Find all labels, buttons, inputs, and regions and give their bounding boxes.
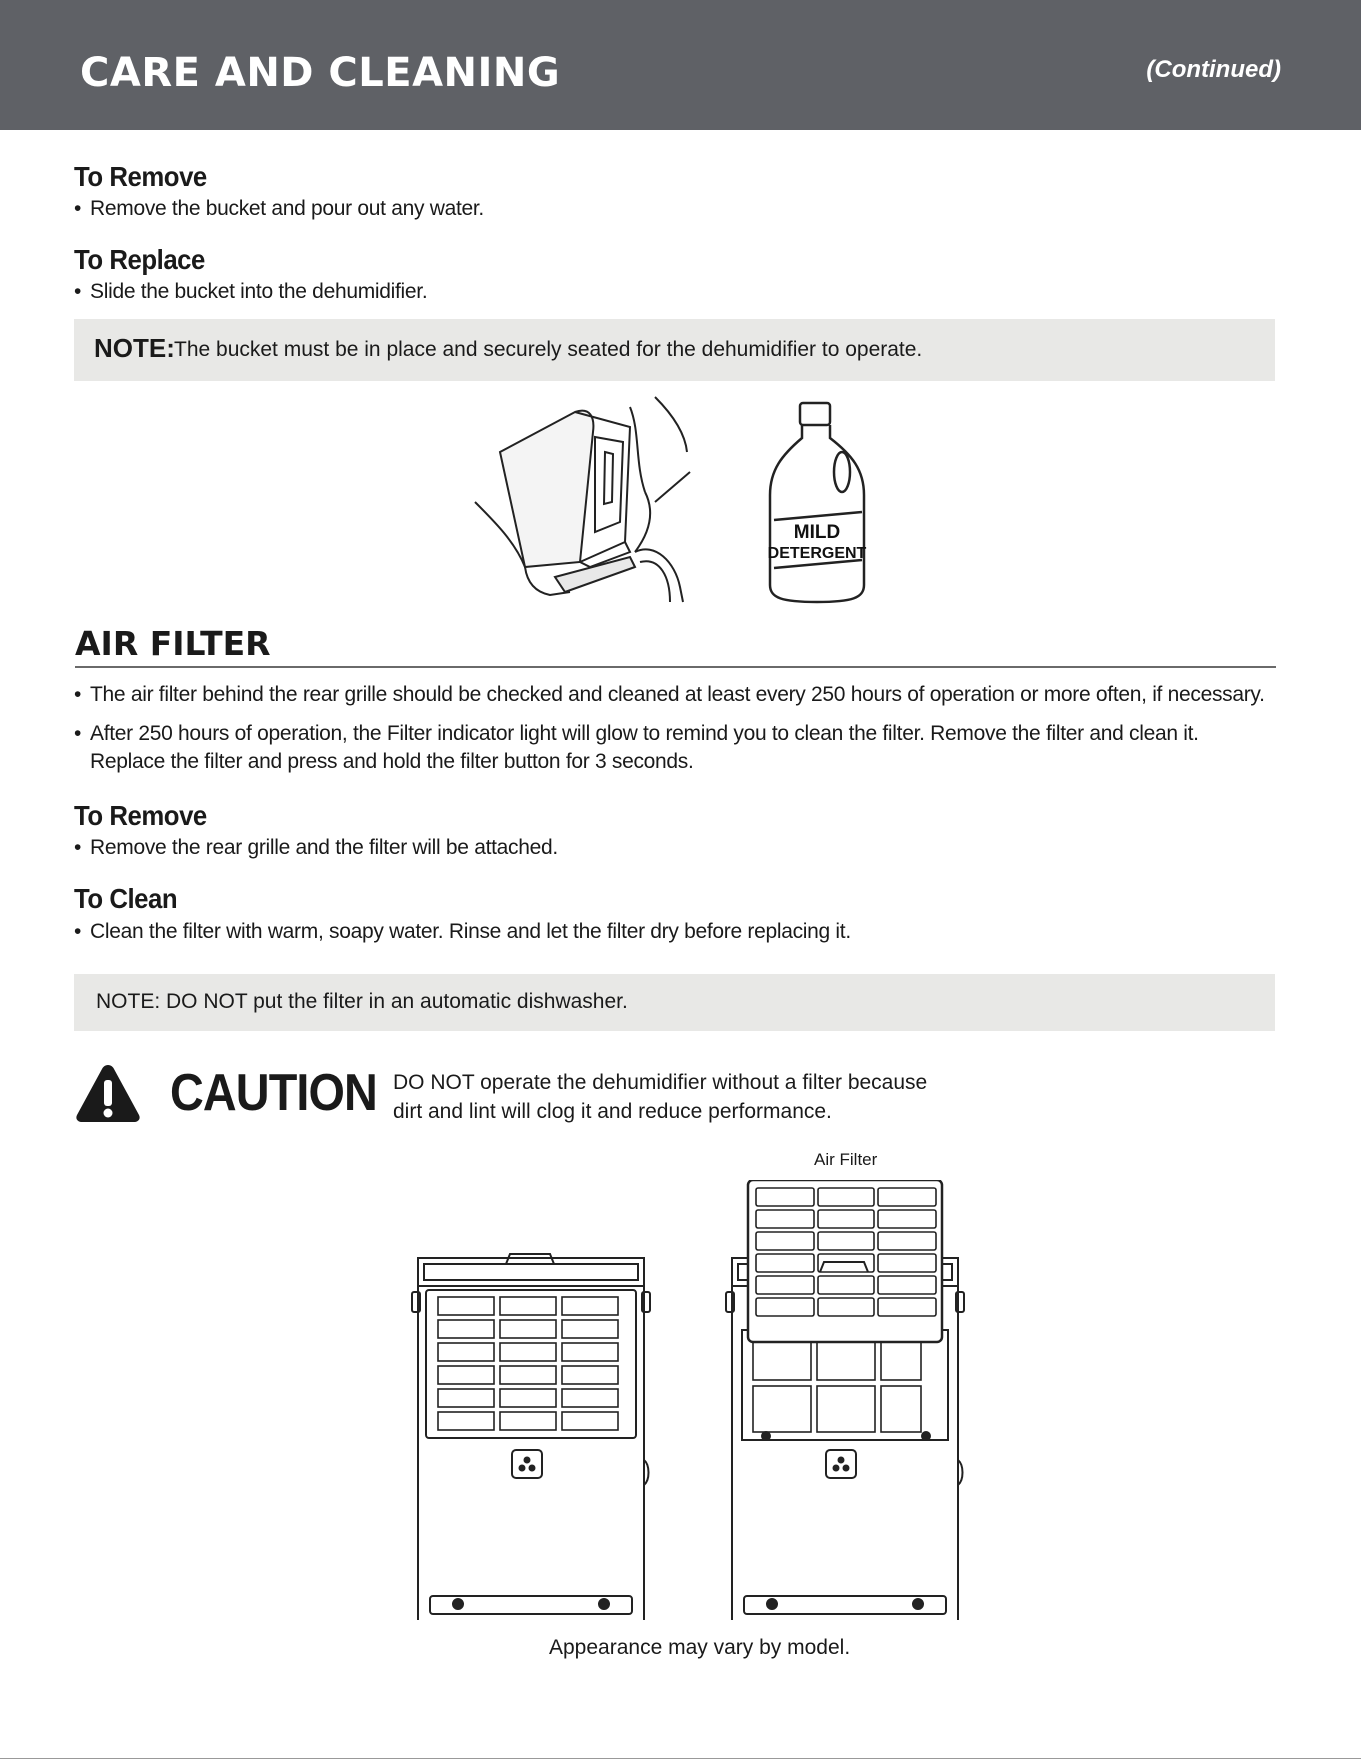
page-title: CARE AND CLEANING — [80, 50, 561, 96]
filter-clean-bullet: • Clean the filter with warm, soapy water. Rinse and let the filter dry before replacing it. — [74, 920, 851, 943]
filter-clean-text: Clean the filter with warm, soapy water. Rinse and let the filter dry before replacing it. — [90, 920, 851, 943]
page-header — [0, 0, 1361, 130]
air-filter-section-title: AIR FILTER — [75, 624, 271, 663]
continued-label: (Continued) — [1146, 56, 1281, 83]
section-divider — [75, 666, 1276, 668]
caution-text — [393, 1068, 953, 1126]
bucket-remove-text: Remove the bucket and pour out any water. — [90, 197, 484, 220]
bottom-rule — [0, 1758, 1361, 1759]
caution-text-line2: dirt and lint will clog it and reduce performance. — [393, 1100, 832, 1123]
dehumidifier-rear-illustrations — [410, 1180, 970, 1620]
dehumidifier-with-grille-illustration — [412, 1254, 650, 1620]
filter-clean-heading: To Clean — [74, 883, 178, 914]
filter-remove-text: Remove the rear grille and the filter will be attached. — [90, 836, 558, 859]
filter-remove-bullet: • Remove the rear grille and the filter will be attached. — [74, 836, 558, 859]
air-filter-bullet-2: • After 250 hours of operation, the Filter indicator light will glow to remind you to clean the filter. Remove the filter and clean it. — [74, 722, 1199, 745]
bucket-replace-heading: To Replace — [74, 244, 205, 275]
filter-note-text: NOTE: DO NOT put the filter in an automatic dishwasher. — [96, 990, 628, 1013]
bucket-note-box — [74, 319, 1275, 381]
figure-caption: Appearance may vary by model. — [549, 1636, 851, 1659]
detergent-label-line1: MILD — [793, 522, 841, 543]
air-filter-bullet-2-continuation: Replace the filter and press and hold the filter button for 3 seconds. — [90, 750, 694, 773]
detergent-label-line2: DETERGENT — [767, 545, 867, 562]
bucket-replace-bullet: • Slide the bucket into the dehumidifier. — [74, 280, 428, 303]
caution-text-line1: DO NOT operate the dehumidifier without a filter because — [393, 1071, 928, 1094]
filter-note-box — [74, 974, 1275, 1031]
air-filter-illustration — [748, 1180, 942, 1342]
filter-remove-heading: To Remove — [74, 800, 207, 831]
air-filter-bullet-1-text: The air filter behind the rear grille should be checked and cleaned at least every 250 hours of operation or more often, if necessary. — [90, 683, 1265, 706]
bucket-remove-bullet: • Remove the bucket and pour out any water. — [74, 197, 484, 220]
mild-detergent-bottle-illustration — [762, 400, 872, 605]
warning-triangle-icon — [74, 1062, 142, 1124]
bucket-remove-heading: To Remove — [74, 161, 207, 192]
bucket-replace-text: Slide the bucket into the dehumidifier. — [90, 280, 428, 303]
note-label: NOTE: — [94, 333, 175, 363]
air-filter-label: Air Filter — [814, 1150, 878, 1169]
bucket-illustration — [455, 392, 705, 612]
bucket-note-text: The bucket must be in place and securely seated for the dehumidifier to operate. — [174, 338, 923, 361]
air-filter-bullet-1: • The air filter behind the rear grille should be checked and cleaned at least every 250 hours of operation or more often, if necessary. — [74, 683, 1265, 706]
caution-label: CAUTION — [170, 1064, 377, 1122]
air-filter-bullet-2-text-line1: After 250 hours of operation, the Filter indicator light will glow to remind you to clean the filter. Remove the filter and clean it. — [90, 722, 1199, 745]
